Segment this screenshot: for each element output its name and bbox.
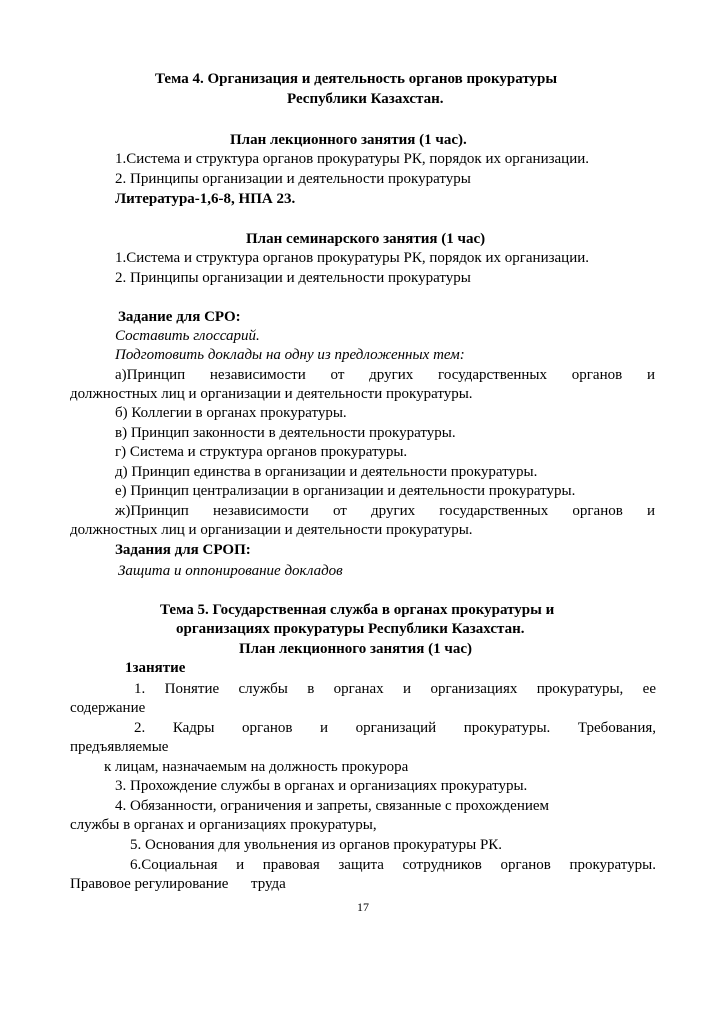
topic5-item2-line2: предъявляемые (70, 739, 169, 755)
topic4-lecture-item-1: 1.Система и структура органов прокуратуры РК, порядок их организации. (115, 151, 590, 167)
topic4-seminar-item-2: 2. Принципы организации и деятельности прокуратуры (115, 270, 471, 286)
report-topic-zh-line2: должностных лиц и организации и деятельности прокуратуры. (70, 522, 473, 538)
topic5-session: 1занятие (125, 660, 186, 676)
topic5-item1-line2: содержание (70, 700, 146, 716)
sro-task-reports: Подготовить доклады на одну из предложенных тем: (115, 347, 465, 363)
topic4-lecture-item-2: 2. Принципы организации и деятельности прокуратуры (115, 171, 471, 187)
topic5-item2-line1: 2. Кадры органов и организаций прокуратуры. Требования, (134, 720, 656, 736)
topic5-lecture-plan-heading: План лекционного занятия (1 час) (239, 641, 472, 657)
topic4-seminar-plan-heading: План семинарского занятия (1 час) (246, 231, 486, 247)
topic4-seminar-item-1: 1.Система и структура органов прокуратуры РК, порядок их организации. (115, 250, 590, 266)
topic5-item4-line1: 4. Обязанности, ограничения и запреты, связанные с прохождением (115, 798, 550, 814)
topic5-title-line1: Тема 5. Государственная служба в органах прокуратуры и (160, 602, 555, 618)
topic4-lecture-plan-heading: План лекционного занятия (1 час). (230, 132, 467, 148)
topic4-title-line1: Тема 4. Организация и деятельность органов прокуратуры (155, 71, 558, 87)
topic4-literature: Литература-1,6-8, НПА 23. (115, 191, 296, 207)
srop-task: Защита и оппонирование докладов (118, 563, 343, 579)
topic5-item5: 5. Основания для увольнения из органов прокуратуры РК. (130, 837, 503, 853)
sro-task-glossary: Составить глоссарий. (115, 328, 260, 344)
topic5-item2-line3: к лицам, назначаемым на должность прокурора (104, 759, 409, 775)
topic5-item3: 3. Прохождение службы в органах и организациях прокуратуры. (115, 778, 528, 794)
report-topic-a-line1: а)Принцип независимости от других государственных органов и (115, 367, 655, 383)
report-topic-v: в) Принцип законности в деятельности прокуратуры. (115, 425, 456, 441)
topic4-title-line2: Республики Казахстан. (287, 91, 444, 107)
topic5-title-line2: организациях прокуратуры Республики Казахстан. (176, 621, 525, 637)
sro-heading: Задание для СРО: (118, 309, 241, 325)
report-topic-a-line2: должностных лиц и организации и деятельности прокуратуры. (70, 386, 473, 402)
topic5-item6-line1: 6.Социальная и правовая защита сотрудников органов прокуратуры. (130, 857, 656, 873)
report-topic-g: г) Система и структура органов прокуратуры. (115, 444, 408, 460)
report-topic-zh-line1: ж)Принцип независимости от других государственных органов и (115, 503, 655, 519)
topic5-item4-line2: службы в органах и организациях прокуратуры, (70, 817, 377, 833)
topic5-item1-line1: 1. Понятие службы в органах и организациях прокуратуры, ее (134, 681, 656, 697)
report-topic-b: б) Коллегии в органах прокуратуры. (115, 405, 347, 421)
page-number: 17 (357, 900, 369, 914)
srop-heading: Задания для СРОП: (115, 542, 251, 558)
topic5-item6-line2: Правовое регулирование труда (70, 876, 286, 892)
report-topic-e: е) Принцип централизации в организации и деятельности прокуратуры. (115, 483, 576, 499)
report-topic-d: д) Принцип единства в организации и деятельности прокуратуры. (115, 464, 538, 480)
